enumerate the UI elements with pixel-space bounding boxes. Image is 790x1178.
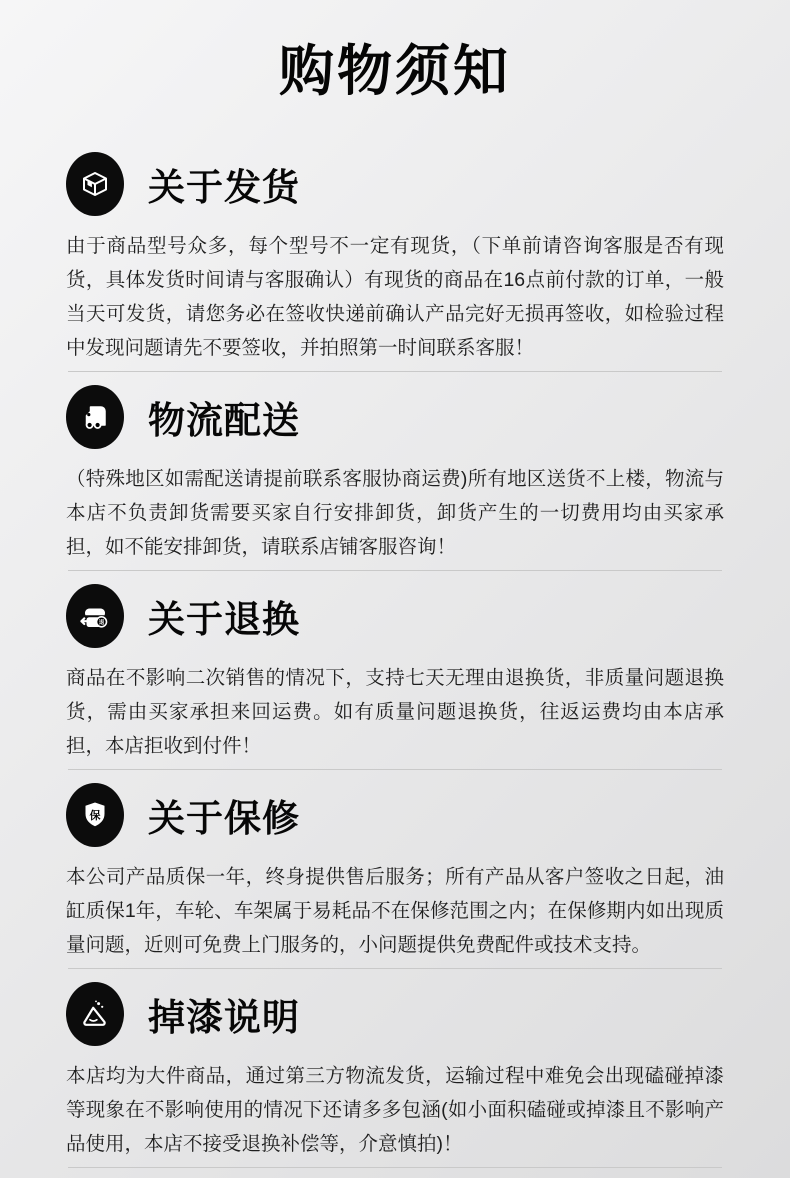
section-header: [66, 584, 724, 648]
section-header: [66, 385, 724, 449]
section-body: 由于商品型号众多，每个型号不一定有现货，（下单前请咨询客服是否有现货，具体发货时间请与客服确认）有现货的商品在16点前付款的订单，一般当天可发货，请您务必在签收快递前确认产品完好无损再签收，如检验过程中发现问题请先不要签收，并拍照第一时间联系客服！: [66, 235, 724, 359]
truck-icon: [66, 385, 124, 449]
divider: [68, 968, 722, 969]
section-header: [66, 152, 724, 216]
divider: [68, 769, 722, 770]
section-heading: 关于发货: [148, 167, 300, 208]
package-icon: [66, 152, 124, 216]
section-warranty: [66, 783, 724, 969]
paint-pile-icon: [66, 982, 124, 1046]
section-body: 商品在不影响二次销售的情况下，支持七天无理由退换货，非质量问题退换货，需由买家承担来回运费。如有质量问题退换货，往返运费均由本店承担，本店拒收到付件！: [66, 667, 724, 757]
return-icon-glyph: 退: [98, 620, 105, 626]
section-shipping: [66, 152, 724, 372]
warranty-icon-glyph: 保: [89, 809, 101, 822]
warranty-shield-icon: [66, 783, 124, 847]
section-body: 本店均为大件商品，通过第三方物流发货，运输过程中难免会出现磕碰掉漆等现象在不影响使用的情况下还请多多包涵(如小面积磕碰或掉漆且不影响产品使用，本店不接受退换补偿等，介意慎拍)！: [66, 1065, 724, 1155]
section-heading: 物流配送: [148, 400, 300, 441]
section-logistics: [66, 385, 724, 571]
return-box-icon: [66, 584, 124, 648]
section-body: （特殊地区如需配送请提前联系客服协商运费)所有地区送货不上楼，物流与本店不负责卸货需要买家自行安排卸货，卸货产生的一切费用均由买家承担，如不能安排卸货，请联系店铺客服咨询！: [66, 468, 724, 558]
section-header: [66, 982, 724, 1046]
section-heading: 掉漆说明: [148, 997, 300, 1038]
page-title: 购物须知: [278, 40, 511, 102]
section-paint-chipping: [66, 982, 724, 1168]
section-header: [66, 783, 724, 847]
divider: [68, 1167, 722, 1168]
section-heading: 关于退换: [148, 599, 300, 640]
section-returns: [66, 584, 724, 770]
divider: [68, 570, 722, 571]
section-body: 本公司产品质保一年，终身提供售后服务；所有产品从客户签收之日起，油缸质保1年，车轮、车架属于易耗品不在保修范围之内；在保修期内如出现质量问题，近则可免费上门服务的，小问题提供免费配件或技术支持。: [66, 866, 724, 956]
section-heading: 关于保修: [148, 798, 300, 839]
divider: [68, 371, 722, 372]
